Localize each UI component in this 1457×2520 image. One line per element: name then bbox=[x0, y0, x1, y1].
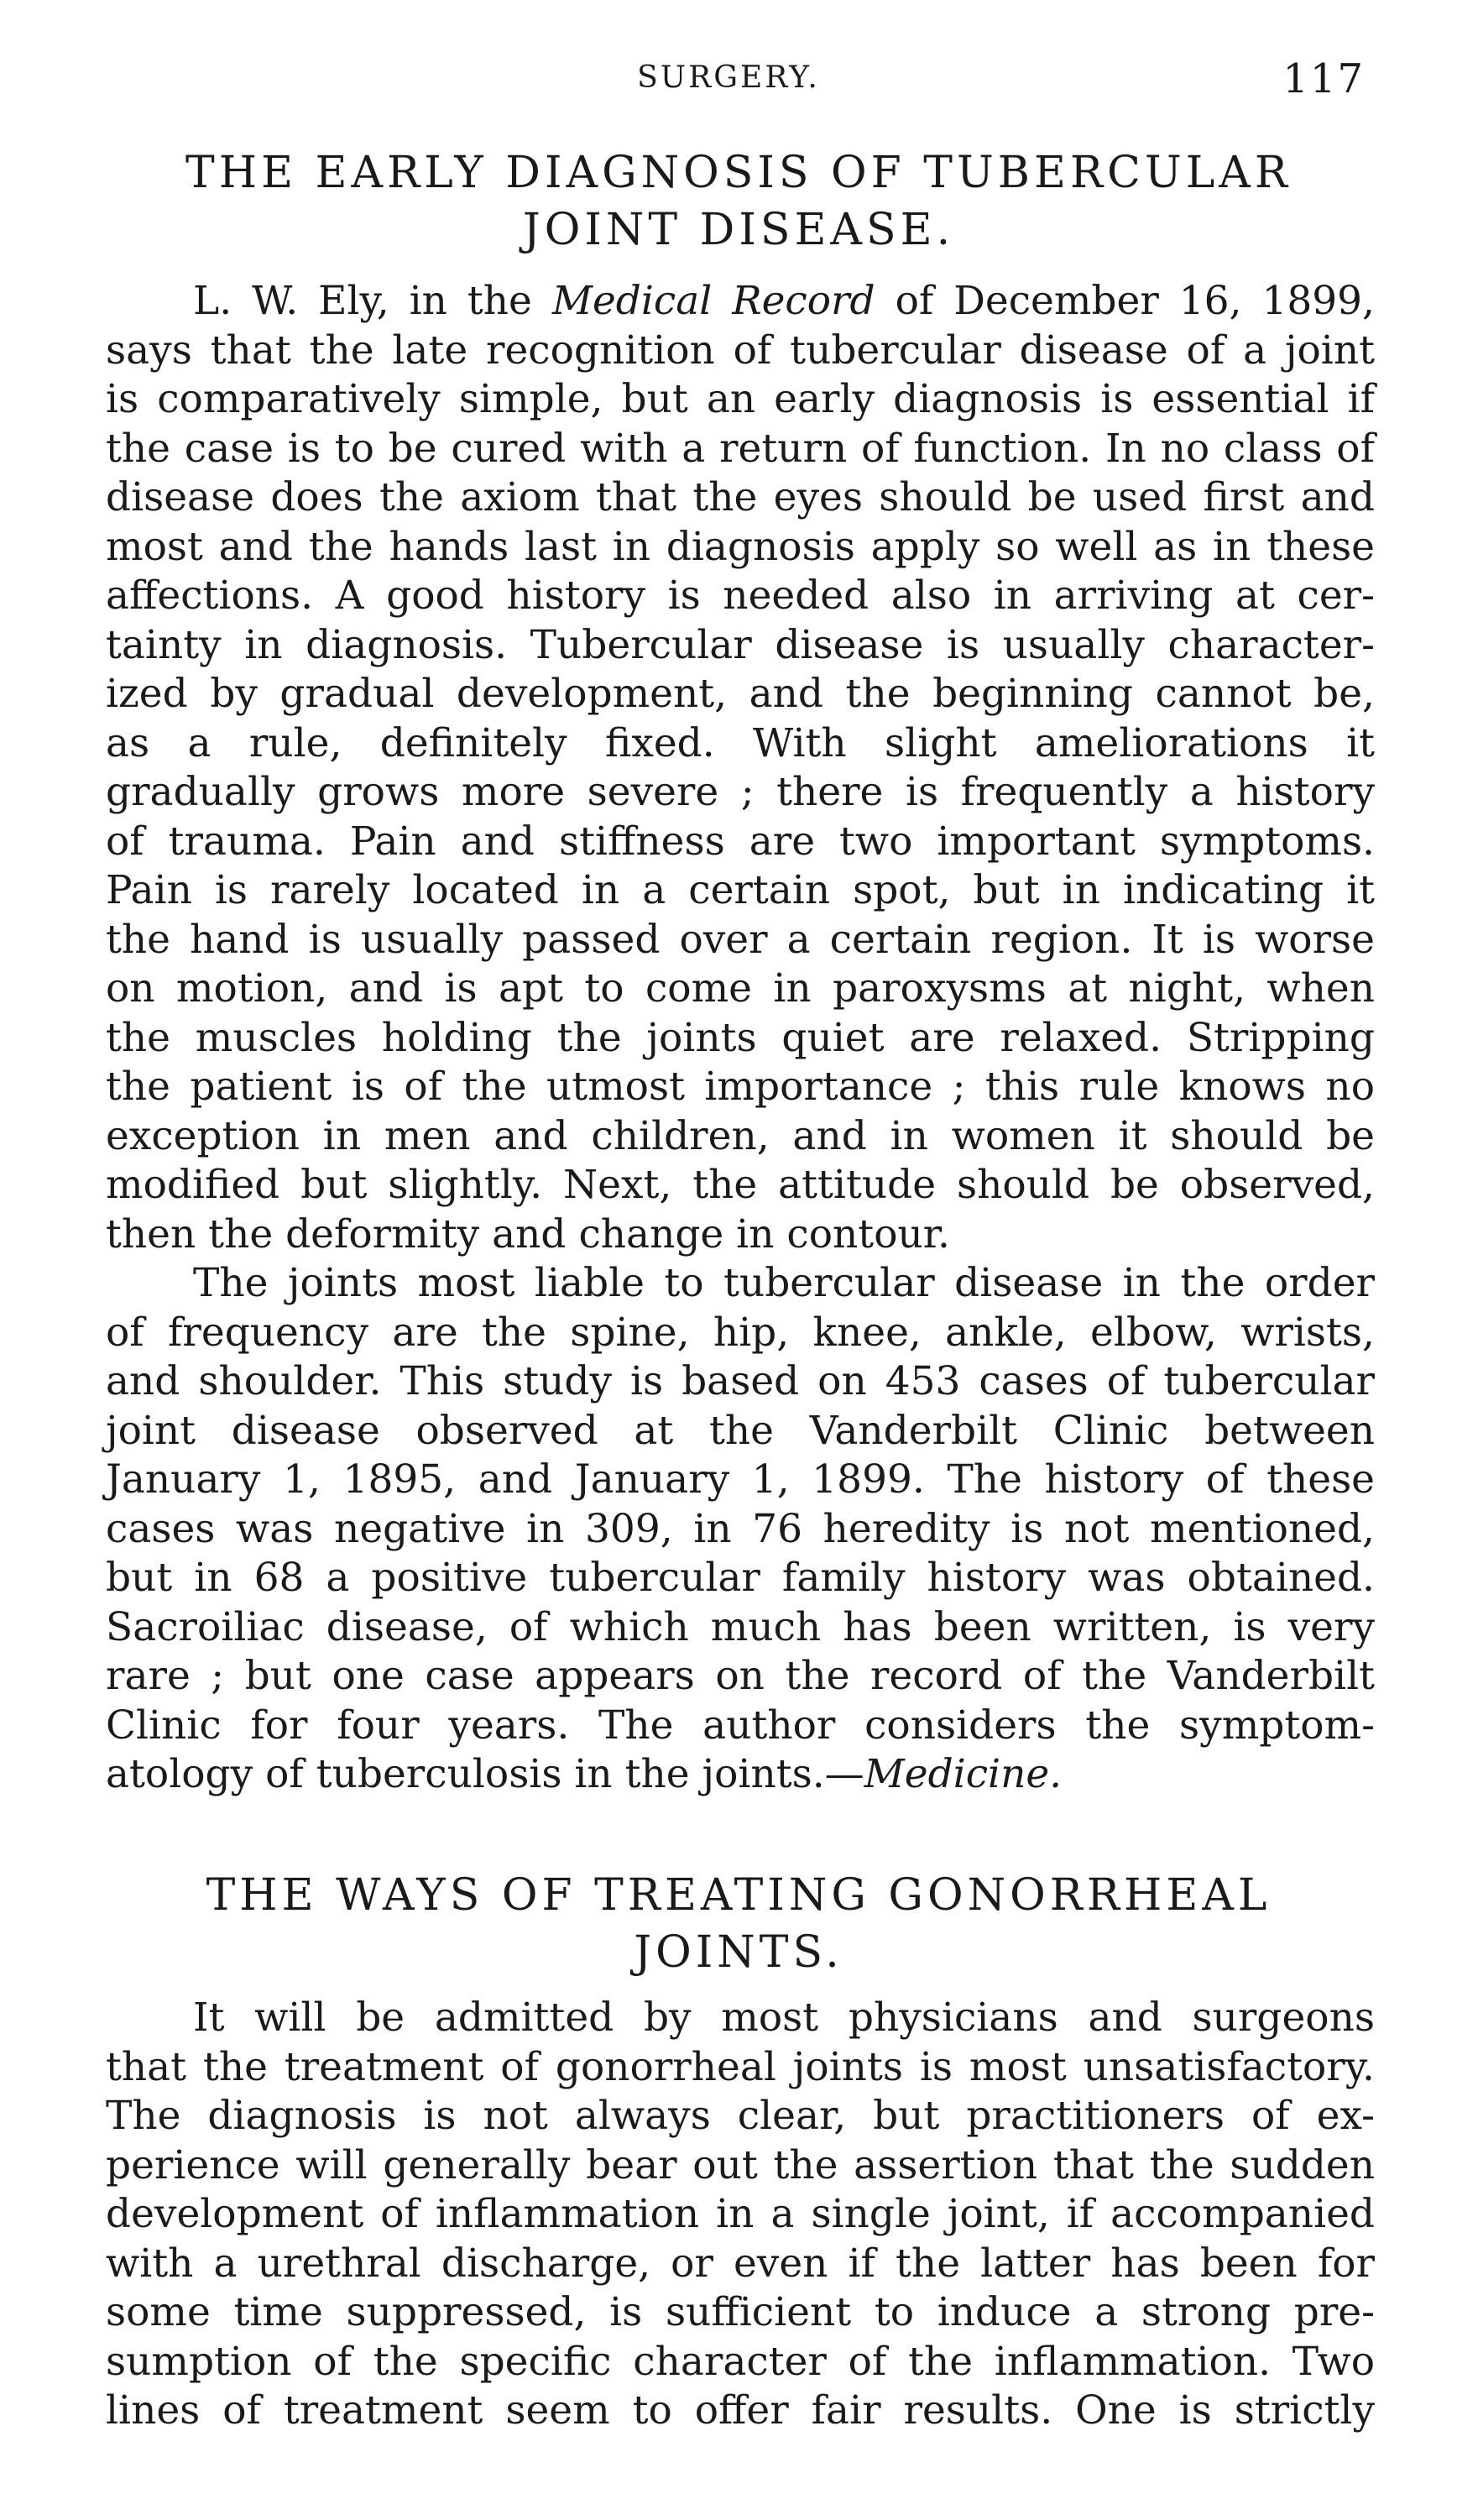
text-line: It will be admitted by most physicians and surgeons bbox=[193, 1995, 1375, 2041]
text-line: the case is to be cured with a return of function. In no class of bbox=[106, 425, 1375, 472]
text-line: Clinic for four years. The author considers the symptom- bbox=[106, 1702, 1375, 1749]
text-line: affections. A good history is needed also in arriving at cer- bbox=[106, 572, 1375, 619]
text-line: development of inflammation in a single joint, if accompanied bbox=[106, 2191, 1375, 2237]
text-line: perience will generally bear out the assertion that the sudden bbox=[106, 2141, 1375, 2188]
article-heading-gonorrheal bbox=[101, 1867, 1376, 1981]
text-line: as a rule, definitely fixed. With slight ameliorations it bbox=[106, 719, 1375, 766]
text-line: The diagnosis is not always clear, but practitioners of ex- bbox=[106, 2093, 1375, 2139]
text-line: the patient is of the utmost importance ; this rule knows no bbox=[106, 1064, 1375, 1110]
text-line: is comparatively simple, but an early diagnosis is essential if bbox=[106, 376, 1375, 422]
text-line: the muscles holding the joints quiet are relaxed. Stripping bbox=[106, 1014, 1375, 1061]
text-line: atology of tuberculosis in the joints.—Medicine. bbox=[106, 1751, 1063, 1797]
text-line: Pain is rarely located in a certain spot, but in indicating it bbox=[106, 867, 1375, 913]
running-head bbox=[0, 55, 1457, 111]
article-body-gonorrheal bbox=[106, 1994, 1375, 2436]
text-line: on motion, and is apt to come in paroxysms at night, when bbox=[106, 965, 1375, 1012]
text-line: rare ; but one case appears on the record of the Vanderbilt bbox=[106, 1653, 1375, 1699]
text-line: disease does the axiom that the eyes should be used first and bbox=[106, 474, 1375, 520]
text-line: with a urethral discharge, or even if the latter has been for bbox=[106, 2240, 1375, 2287]
heading-line: JOINTS. bbox=[634, 1927, 843, 1978]
text-line: joint disease observed at the Vanderbilt Clinic between bbox=[106, 1407, 1375, 1454]
article-heading-tubercular bbox=[101, 144, 1376, 259]
text-line: then the deformity and change in contour. bbox=[106, 1210, 951, 1257]
text-line: Sacroiliac disease, of which much has been written, is very bbox=[106, 1603, 1375, 1650]
text-line: of frequency are the spine, hip, knee, ankle, elbow, wrists, bbox=[106, 1309, 1375, 1356]
page-number: 117 bbox=[1282, 55, 1365, 102]
article-body-tubercular bbox=[106, 277, 1375, 1800]
italic-citation: Medical Record bbox=[551, 278, 875, 324]
italic-citation: Medicine. bbox=[864, 1751, 1063, 1797]
text-line: most and the hands last in diagnosis apply so well as in these bbox=[106, 523, 1375, 570]
heading-line: THE EARLY DIAGNOSIS OF TUBERCULAR bbox=[185, 148, 1292, 198]
text-line: modified but slightly. Next, the attitude should be observed, bbox=[106, 1162, 1375, 1208]
running-head-title: SURGERY. bbox=[637, 60, 820, 95]
text-line: cases was negative in 309, in 76 heredity is not mentioned, bbox=[106, 1505, 1375, 1552]
text-line: says that the late recognition of tubercular disease of a joint bbox=[106, 327, 1375, 374]
heading-line: JOINT DISEASE. bbox=[522, 205, 955, 255]
text-line: The joints most liable to tubercular disease in the order bbox=[193, 1260, 1375, 1306]
text-line: tainty in diagnosis. Tubercular disease is usually character- bbox=[106, 621, 1375, 668]
text-line: January 1, 1895, and January 1, 1899. The history of these bbox=[106, 1456, 1375, 1503]
text-line: lines of treatment seem to offer fair results. One is strictly bbox=[106, 2387, 1375, 2434]
text-line: and shoulder. This study is based on 453 cases of tubercular bbox=[106, 1358, 1375, 1404]
text-line: ized by gradual development, and the beginning cannot be, bbox=[106, 671, 1375, 717]
text-line: the hand is usually passed over a certain region. It is worse bbox=[106, 916, 1375, 963]
text-line: sumption of the specific character of the inflammation. Two bbox=[106, 2338, 1375, 2385]
text-line: but in 68 a positive tubercular family history was obtained. bbox=[106, 1555, 1375, 1601]
text-line: gradually grows more severe ; there is frequently a history bbox=[106, 769, 1375, 815]
text-line: exception in men and children, and in women it should be bbox=[106, 1112, 1375, 1159]
text-line: that the treatment of gonorrheal joints is most unsatisfactory. bbox=[106, 2043, 1375, 2090]
text-line: L. W. Ely, in the Medical Record of December 16, 1899, bbox=[193, 278, 1375, 324]
heading-line: THE WAYS OF TREATING GONORRHEAL bbox=[206, 1870, 1272, 1921]
text-line: of trauma. Pain and stiffness are two important symptoms. bbox=[106, 818, 1375, 865]
text-line: some time suppressed, is sufficient to induce a strong pre- bbox=[106, 2289, 1375, 2335]
